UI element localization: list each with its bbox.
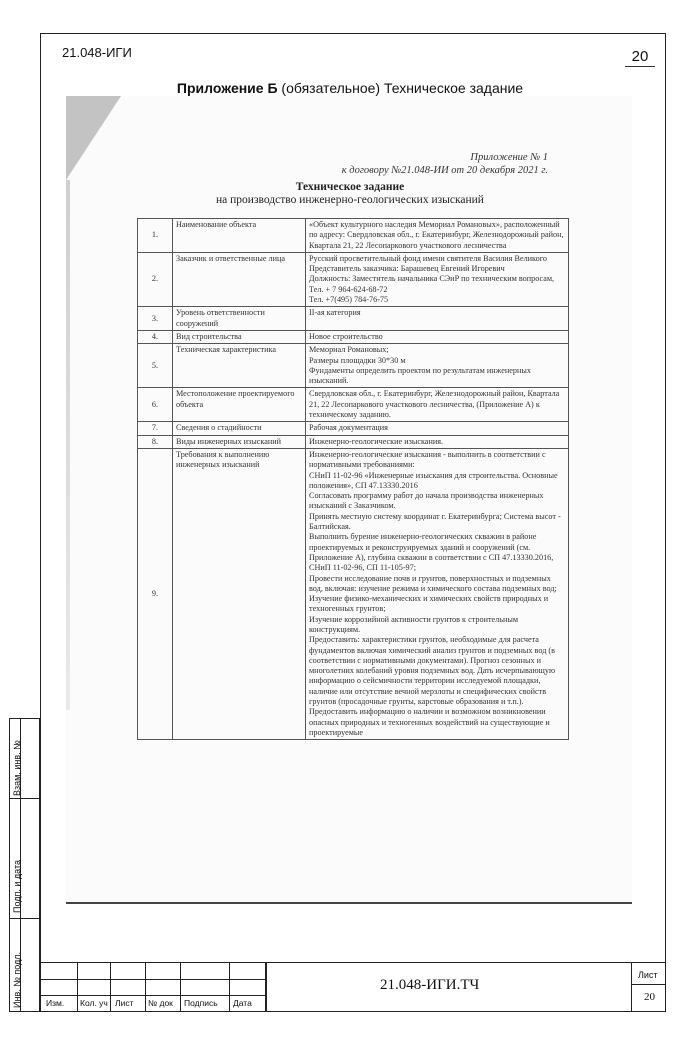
row-value: Новое строительство <box>309 331 383 341</box>
side-label-podp: Подп. и дата <box>12 859 22 913</box>
side-strip-divider <box>20 718 41 1012</box>
row-number: 3. <box>138 307 173 331</box>
row-value-cell <box>306 330 569 343</box>
requirements-table <box>137 218 569 740</box>
annex-line-1: Приложение № 1 <box>470 152 548 163</box>
row-name: Виды инженерных изысканий <box>173 435 306 448</box>
row-number: 2. <box>138 252 173 306</box>
row-value-cell <box>306 435 569 448</box>
row-name: Вид строительства <box>173 330 306 343</box>
side-strip-separator <box>9 798 40 799</box>
sheet-number: 20 <box>644 991 655 1003</box>
scan-edge <box>66 180 70 710</box>
spec-title <box>0 181 700 207</box>
table-row <box>138 219 569 253</box>
row-name: Местоположение проектируемого объекта <box>173 388 306 422</box>
row-value-cell <box>306 307 569 331</box>
row-value-cell <box>306 388 569 422</box>
row-name: Требования к выполнению инженерных изысканий <box>173 448 306 739</box>
stamp-col-line <box>229 962 230 1012</box>
document-code: 21.048-ИГИ <box>62 45 132 60</box>
row-number: 1. <box>138 219 173 253</box>
row-name: Сведения о стадийности <box>173 422 306 435</box>
row-value: Инженерно-геологические изыскания - выполнить в соответствии с нормативными требованиями: СНиП 11-02-96 «Инженерные изыскания для строительства. Основные положения», СП 47.13330.2016 Согласовать программу работ до начала производства инженерных изысканий с Заказчиком. Принять местную систему координат г. Екатеринбурга; Система высот - Балтийская. Выполнить бурение инженерно-геологических скважин в районе проектируемых и реконструируемых зданий и сооружений (см. Приложение А), глубина скважин в соответствии с СП 47.13330.2016, СНиП 11-02-96, СП 11-105-97; Провести исследование почв и грунтов, поверхностных и подземных вод, включая: изучение режима и химического состава подземных вод; Изучение физико-механических и химических свойств природных и техногенных грунтов; Изучение коррозийной активности грунтов к строительным конструкциям. Предоставить: характеристики грунтов, необходимые для расчета фундаментов включая химический анализ грунтов и подземных вод (в соответствии с нормативными документами). Прогноз сезонных и многолетних колебаний уровня подземных вод. Дать исчерпывающую информацию о сейсмичности территории исследуемой площадки, наличие или отсутствие вечной мерзлоты и специфических свойств грунтов (просадочные грунты, карстовые образования и т.п.). Предоставить информацию о наличии и возможном возникновении опасных природных и техногенных воздействий на существующие и проектируемые <box>309 449 561 737</box>
table-row <box>138 344 569 388</box>
row-name: Заказчик и ответственные лица <box>173 252 306 306</box>
row-name: Уровень ответственности сооружений <box>173 307 306 331</box>
row-value: II-ая категория <box>309 308 361 318</box>
row-number: 9. <box>138 448 173 739</box>
heading-bold: Приложение Б <box>176 80 278 96</box>
heading-rest: (обязательное) Техническое задание <box>277 80 524 96</box>
stamp-col-izm: Изм. <box>46 998 65 1008</box>
table-row <box>138 330 569 343</box>
row-number: 5. <box>138 344 173 388</box>
spec-title-line-2: на производство инженерно-геологических изысканий <box>216 194 484 206</box>
row-value: Свердловская обл., г. Екатеринбург, Железнодорожный район, Квартала 21, 22 Лесопаркового участкового лесничества, (Приложение А) к техническому заданию. <box>309 389 560 420</box>
table-row <box>138 435 569 448</box>
row-value: Инженерно-геологические изыскания. <box>309 436 444 446</box>
stamp-col-list: Лист <box>115 998 134 1008</box>
row-value-cell <box>306 448 569 739</box>
row-value: «Объект культурного наследия Мемориал Романовых», расположенный по адресу: Свердловская обл., г. Екатеринбург, Железнодорожный район, Квартала 21, 22 Лесопаркового участкового лесничества <box>309 220 564 250</box>
sheet-box-divider <box>631 984 666 985</box>
sheet-label: Лист <box>638 970 658 980</box>
row-value-cell <box>306 422 569 435</box>
table-row <box>138 307 569 331</box>
scan-shadow <box>66 96 121 180</box>
row-value: Рабочая документация <box>309 423 388 433</box>
spec-title-line-1: Техническое задание <box>295 181 405 193</box>
row-value: Русский просветительный фонд имени святителя Василия Великого Представитель заказчика: Барашевец Евгений Игоревич Должность: Заместитель начальника СЭиР по техническим вопросам, Тел. + 7 964-624-68-72 Тел. +7(495) 784-76-75 <box>309 253 555 305</box>
row-name: Техническая характеристика <box>173 344 306 388</box>
row-value-cell <box>306 219 569 253</box>
table-row <box>138 448 569 739</box>
table-row <box>138 388 569 422</box>
stamp-col-podpis: Подпись <box>184 998 218 1008</box>
side-label-vzam: Взам. инв. № <box>12 740 22 796</box>
annex-line-2: к договору №21.048-ИИ от 20 декабря 2021 г. <box>341 165 548 176</box>
stamp-document-code: 21.048-ИГИ.ТЧ <box>380 977 480 993</box>
row-name: Наименование объекта <box>173 219 306 253</box>
row-value-cell <box>306 344 569 388</box>
page-number: 20 <box>625 48 655 67</box>
side-strip-separator <box>9 918 40 919</box>
table-row <box>138 422 569 435</box>
annex-note <box>330 151 548 177</box>
stamp-col-ndok: № док <box>148 998 173 1008</box>
row-number: 4. <box>138 330 173 343</box>
table-row <box>138 252 569 306</box>
row-value-cell <box>306 252 569 306</box>
row-number: 6. <box>138 388 173 422</box>
stamp-col-koluch: Кол. уч <box>80 998 108 1008</box>
scan-bottom-line <box>66 902 632 904</box>
row-number: 8. <box>138 435 173 448</box>
side-label-inv: Инв. № подл. <box>12 951 22 1008</box>
stamp-col-data: Дата <box>233 998 252 1008</box>
page-heading <box>0 80 700 96</box>
row-number: 7. <box>138 422 173 435</box>
row-value: Мемориал Романовых; Размеры площадки 30*30 м Фундаменты определить проектом по результатам инженерных изысканий. <box>309 345 531 386</box>
